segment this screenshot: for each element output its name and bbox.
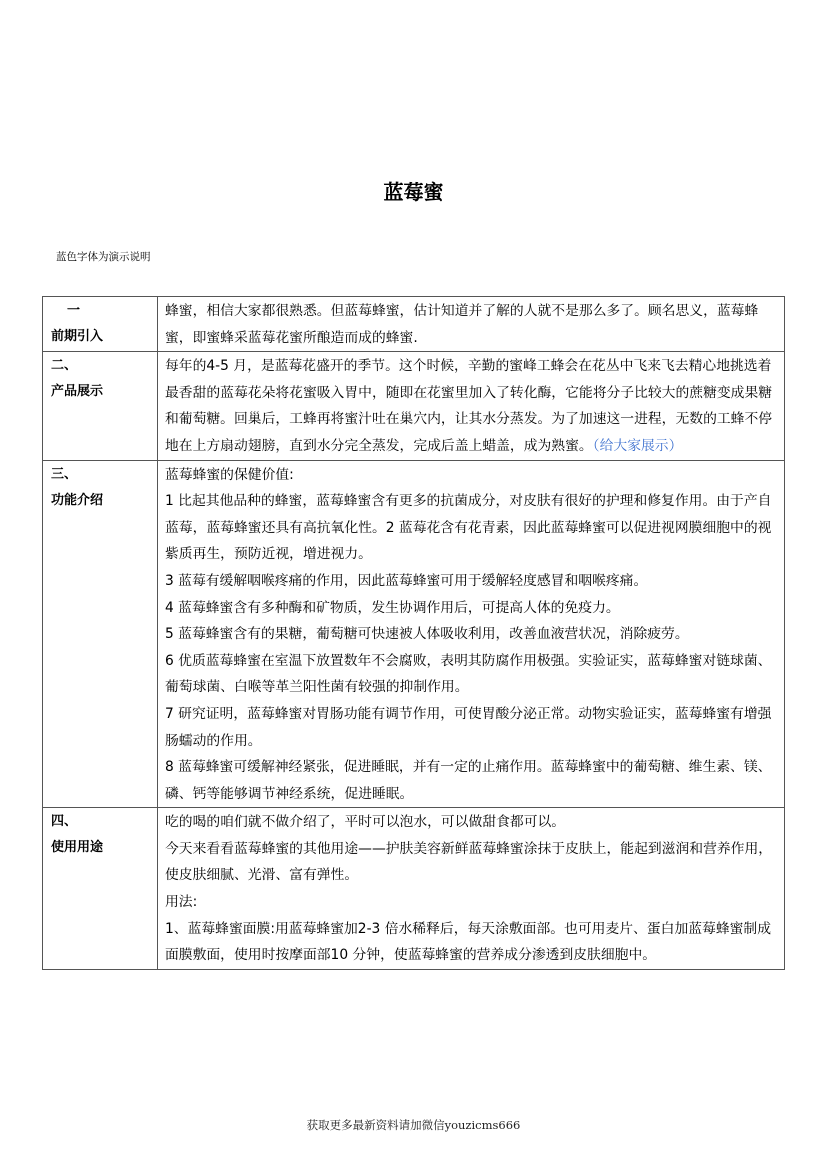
row-body-cell (158, 808, 785, 970)
row-body-cell (158, 297, 785, 352)
paragraph: 4 蓝莓蜂蜜含有多种酶和矿物质，发生协调作用后，可提高人体的免疫力。 (165, 599, 620, 616)
demo-note: 蓝色字体为演示说明 (56, 251, 151, 263)
table-row (43, 808, 785, 970)
row-label: 使用用途 (51, 840, 104, 856)
row-label-cell (43, 352, 158, 460)
row-number: 二、 (51, 358, 78, 374)
row-label-cell (43, 297, 158, 352)
row-number: 四、 (51, 814, 78, 830)
document-title: 蓝莓蜜 (383, 180, 444, 204)
paragraph: 1 比起其他品种的蜂蜜，蓝莓蜂蜜含有更多的抗菌成分，对皮肤有很好的护理和修复作用。由于产自蓝莓，蓝莓蜂蜜还具有高抗氧化性。2 蓝莓花含有花青素，因此蓝莓蜂蜜可以促进视网膜细胞中的视紫质再生，预防近视，增进视力。 (165, 493, 772, 563)
paragraph: 今天来看看蓝莓蜂蜜的其他用途——护肤美容新鲜蓝莓蜂蜜涂抹于皮肤上，能起到滋润和营养作用，使皮肤细腻、光滑、富有弹性。 (165, 840, 773, 884)
paragraph: 6 优质蓝莓蜂蜜在室温下放置数年不会腐败，表明其防腐作用极强。实验证实，蓝莓蜂蜜对链球菌、葡萄球菌、白喉等革兰阳性菌有较强的抑制作用。 (165, 652, 772, 696)
row-body-cell (158, 352, 785, 460)
paragraph: 吃的喝的咱们就不做介绍了，平时可以泡水，可以做甜食都可以。 (165, 814, 566, 831)
table-row (43, 460, 785, 808)
paragraph (165, 353, 777, 459)
paragraph: 8 蓝莓蜂蜜可缓解神经紧张，促进睡眠，并有一定的止痛作用。蓝莓蜂蜜中的葡萄糖、维生素、镁、磷、钙等能够调节神经系统，促进睡眠。 (165, 759, 772, 802)
row-label: 产品展示 (51, 384, 104, 400)
paragraph-text: 每年的4-5 月，是蓝莓花盛开的季节。这个时候，辛勤的蜜峰工蜂会在花丛中飞来飞去精心地挑选着最香甜的蓝莓花朵将花蜜吸入胃中，随即在花蜜里加入了转化酶，它能将分子比较大的蔗糖变成果糖和葡萄糖。回巢后，工蜂再将蜜汁吐在巢穴内，让其水分蒸发。为了加速这一进程，无数的工蜂不停地在上方扇动翅膀，直到水分完全蒸发，完成后盖上蜡盖，成为熟蜜。 (165, 358, 773, 454)
paragraph: 用法: (165, 894, 198, 911)
row-label-cell (43, 460, 158, 808)
row-body-cell (158, 460, 785, 808)
row-label-cell (43, 808, 158, 970)
table-row (43, 297, 785, 352)
content-table (42, 296, 785, 970)
demo-hint: （给大家展示） (592, 437, 683, 454)
row-number: 三、 (51, 466, 78, 482)
row-label: 功能介绍 (51, 492, 104, 508)
paragraph: 5 蓝莓蜂蜜含有的果糖，葡萄糖可快速被人体吸收利用，改善血液营状况，消除疲劳。 (165, 626, 689, 643)
table-row (43, 352, 785, 460)
paragraph: 蜂蜜，相信大家都很熟悉。但蓝莓蜂蜜，估计知道并了解的人就不是那么多了。顾名思义，蓝莓蜂蜜，即蜜蜂采蓝莓花蜜所酿造而成的蜂蜜. (165, 303, 759, 346)
paragraph: 1、蓝莓蜂蜜面膜:用蓝莓蜂蜜加2-3 倍水稀释后，每天涂敷面部。也可用麦片、蛋白加蓝莓蜂蜜制成面膜敷面，使用时按摩面部10 分钟，使蓝莓蜂蜜的营养成分渗透到皮肤细胞中。 (165, 920, 772, 964)
row-label: 前期引入 (51, 329, 104, 344)
footer-note: 获取更多最新资料请加微信youzicms666 (306, 1118, 521, 1132)
row-number: 一 (67, 303, 81, 318)
paragraph: 3 蓝莓有缓解咽喉疼痛的作用，因此蓝莓蜂蜜可用于缓解轻度感冒和咽喉疼痛。 (165, 572, 648, 589)
paragraph: 蓝莓蜂蜜的保健价值: (165, 466, 294, 483)
paragraph: 7 研究证明，蓝莓蜂蜜对胃肠功能有调节作用，可使胃酸分泌正常。动物实验证实，蓝莓蜂蜜有增强肠蠕动的作用。 (165, 705, 772, 749)
